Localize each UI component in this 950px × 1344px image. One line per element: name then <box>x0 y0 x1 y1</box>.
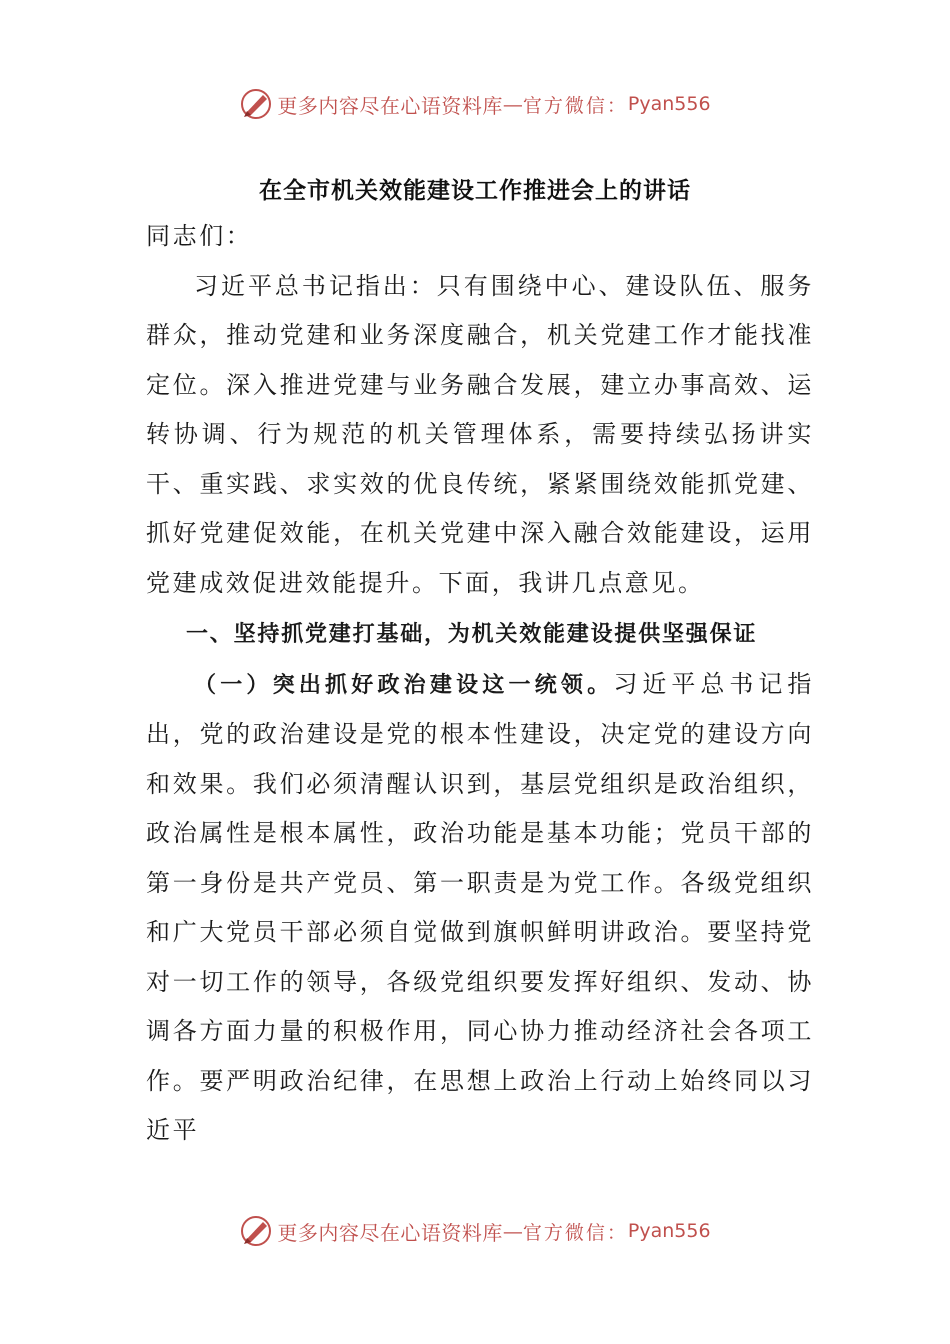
intro-paragraph: 习近平总书记指出：只有围绕中心、建设队伍、服务群众，推动党建和业务深度融合，机关党建工作才能找准定位。深入推进党建与业务融合发展，建立办事高效、运转协调、行为规范的机关管理体系，需要持续弘扬讲实干、重实践、求实效的优良传统，紧紧围绕效能抓党建、抓好党建促效能，在机关党建中深入融合效能建设，运用党建成效促进效能提升。下面，我讲几点意见。 <box>146 271 814 597</box>
footer-watermark-banner <box>0 1211 950 1251</box>
banner-wechat-id: Pyan556 <box>627 93 711 115</box>
pen-logo-icon <box>239 1214 273 1248</box>
subsection-lead-1: （一）突出抓好政治建设这一统领。 <box>194 672 614 698</box>
banner-main-text: 更多内容尽在心语资料库 <box>277 93 503 118</box>
banner-main-text: 更多内容尽在心语资料库 <box>277 1220 503 1245</box>
section-heading-1: 一、坚持抓党建打基础，为机关效能建设提供坚强保证 <box>186 622 758 647</box>
header-watermark-banner <box>0 84 950 124</box>
document-body <box>146 212 814 1156</box>
subsection-paragraph-1 <box>146 660 814 1156</box>
document-title: 在全市机关效能建设工作推进会上的讲话 <box>259 178 691 204</box>
subsection-text-1: 习近平总书记指出，党的政治建设是党的根本性建设，决定党的建设方向和效果。我们必须清醒认识到，基层党组织是政治组织，政治属性是根本属性，政治功能是基本功能；党员干部的第一身份是共产党员、第一职责是为党工作。各级党组织和广大党员干部必须自觉做到旗帜鲜明讲政治。要坚持党对一切工作的领导，各级党组织要发挥好组织、发动、协调各方面力量的积极作用，同心协力推动经济社会各项工作。要严明政治纪律，在思想上政治上行动上始终同以习近平 <box>146 669 814 1144</box>
banner-label: 官方微信： <box>522 94 628 117</box>
banner-label: 官方微信： <box>522 1221 628 1244</box>
pen-logo-icon <box>239 87 273 121</box>
banner-dash: — <box>502 1219 523 1243</box>
salutation: 同志们： <box>146 222 253 250</box>
banner-wechat-id: Pyan556 <box>627 1220 711 1242</box>
banner-dash: — <box>502 92 523 116</box>
